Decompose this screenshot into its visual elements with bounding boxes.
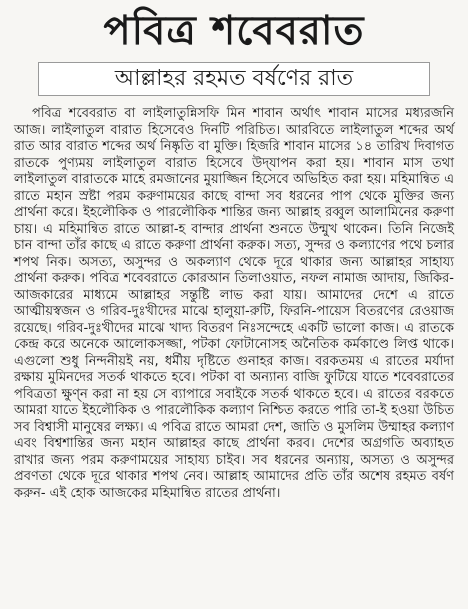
- article-body: পবিত্র শবেবরাত বা লাইলাতুন্নিসফি মিন শাবান অর্থাৎ শাবান মাসের মধ্যরজনি আজ। লাইলাতুল বারাত হিসেবেও দিনটি পরিচিত। আরবিতে লাইলাতুল শব্দের অর্থ রাত আর বারাত শব্দের অর্থ নিষ্কৃতি বা মুক্তি। হিজরি শাবান মাসের ১৪ তারিখ দিবাগত রাতকে পুণ্যময় লাইলাতুল বারাত হিসেবে উদ্‌যাপন করা হয়। শাবান মাস তথা লাইলাতুল বারাতকে মাহে রমজানের মুয়াজ্জিন হিসেবে অভিহিত করা হয়। মহিমান্বিত এ রাতে মহান স্রষ্টা পরম করুণাময়ের কাছে বান্দা সব ধরনের পাপ থেকে মুক্তির জন্য প্রার্থনা করে। ইহলৌকিক ও পারলৌকিক শান্তির জন্য আল্লাহ রব্বুল আলামিনের করুণা চায়। এ মহিমান্বিত রাতে আল্লা-হ বান্দার প্রার্থনা শুনতে উন্মুখ থাকেন। তিনি নিজেই চান বান্দা তাঁর কাছে এ রাতে করুণা প্রার্থনা করুক। সত্য, সুন্দর ও কল্যাণের পথে চলার শপথ নিক। অসত্য, অসুন্দর ও অকল্যাণ থেকে দূরে থাকার জন্য আল্লাহর সাহায্য প্রার্থনা করুক। পবিত্র শবেবরাতে কোরআন তিলাওয়াত, নফল নামাজ আদায়, জিকির-আজকারের মাধ্যমে আল্লাহর সন্তুষ্টি লাভ করা যায়। আমাদের দেশে এ রাতে আত্মীয়স্বজন ও গরিব-দুঃখীদের মাঝে হালুয়া-রুটি, ফিরনি-পায়েস বিতরণের রেওয়াজ রয়েছে। গরিব-দুঃখীদের মাঝে খাদ্য বিতরণ নিঃসন্দেহে একটি ভালো কাজ। এ রাতকে কেন্দ্র করে অনেকে আলোকসজ্জা, পটকা ফোটানোসহ অনৈতিক কর্মকাণ্ডে লিপ্ত থাকে। এগুলো শুধু নিন্দনীয়ই নয়, ধর্মীয় দৃষ্টিতে গুনাহর কাজ। বরকতময় এ রাতের মর্যাদা রক্ষায় মুমিনদের সতর্ক থাকতে হবে। পটকা বা অন্যান্য বাজি ফুটিয়ে যাতে শবেবরাতের পবিত্রতা ক্ষুণ্ন করা না হয় সে ব্যাপারে সবাইকে সতর্ক থাকতে হবে। এ রাতের বরকতে আমরা যাতে ইহলৌকিক ও পারলৌকিক কল্যাণ নিশ্চিত করতে পারি তা-ই হওয়া উচিত সব বিশ্বাসী মানুষের লক্ষ্য। এ পবিত্র রাতে আমরা দেশ, জাতি ও মুসলিম উম্মাহর কল্যাণ এবং বিশ্বশান্তির জন্য মহান আল্লাহর কাছে প্রার্থনা করব। দেশের অগ্রগতি অব্যাহত রাখার জন্য পরম করুণাময়ের সাহায্য চাইব। সব ধরনের অন্যায়, অসত্য ও অসুন্দর প্রবণতা থেকে দূরে থাকার শপথ নেব। আল্লাহ আমাদের প্রতি তাঁর অশেষ রহমত বর্ষণ করুন- এই হোক আজকের মহিমান্বিত রাতের প্রার্থনা।: [14, 106, 454, 501]
- subtitle-banner: [38, 62, 430, 96]
- article-title: পবিত্র শবেবরাত: [103, 8, 365, 54]
- article-subtitle: আল্লাহর রহমত বর্ষণের রাত: [114, 65, 354, 91]
